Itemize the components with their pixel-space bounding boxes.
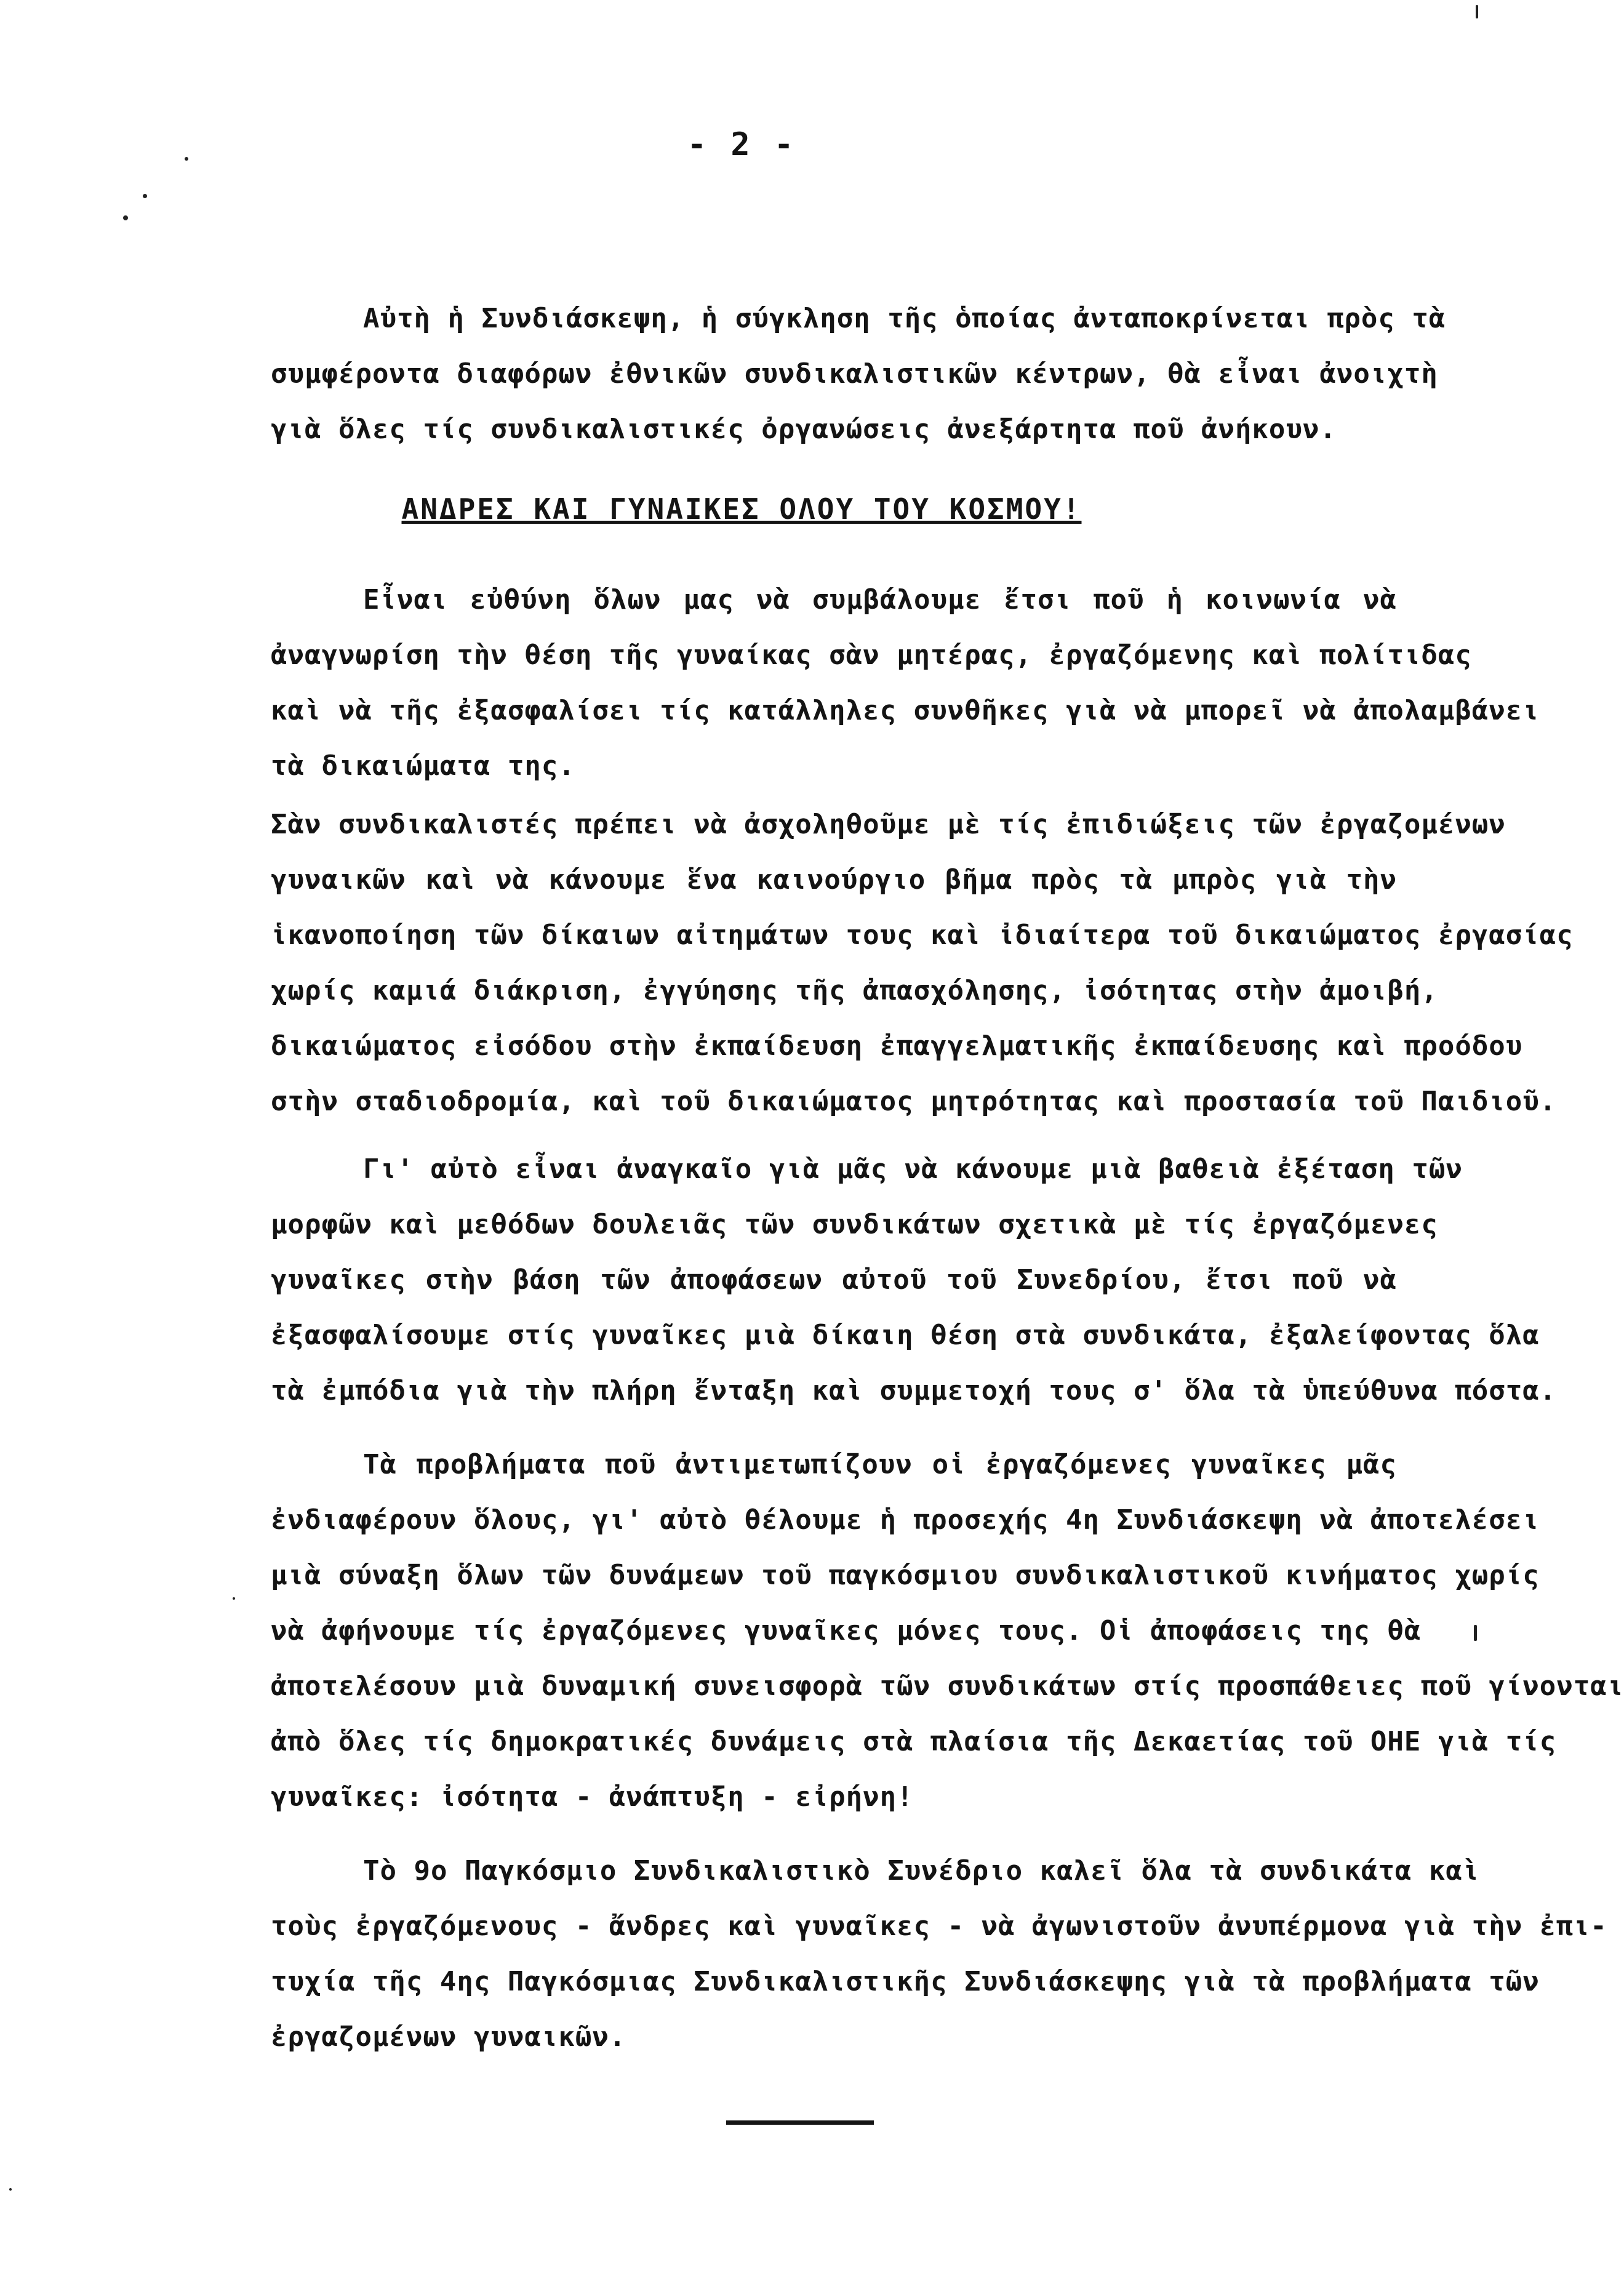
text-line: συμφέροντα διαφόρων ἐθνικῶν συνδικαλιστικῶν κέντρων, θὰ εἶναι ἀνοιχτὴ bbox=[271, 358, 1438, 390]
text-line: ἐργαζομένων γυναικῶν. bbox=[271, 2021, 626, 2053]
text-line: τοὺς ἐργαζόμενους - ἄνδρες καὶ γυναῖκες - νὰ ἀγωνιστοῦν ἀνυπέρμονα γιὰ τὴν ἐπι- bbox=[271, 1911, 1607, 1942]
text-line: ἀπὸ ὅλες τίς δημοκρατικές δυνάμεις στὰ πλαίσια τῆς Δεκαετίας τοῦ ΟΗΕ γιὰ τίς bbox=[271, 1726, 1557, 1757]
scan-speck bbox=[185, 157, 188, 161]
text-line: ἐξασφαλίσουμε στίς γυναῖκες μιὰ δίκαιη θέση στὰ συνδικάτα, ἐξαλείφοντας ὅλα bbox=[271, 1320, 1540, 1351]
text-line: νὰ ἀφήνουμε τίς ἐργαζόμενες γυναῖκες μόνες τους. Οἱ ἀποφάσεις της θὰ bbox=[271, 1615, 1422, 1646]
text-line: Σὰν συνδικαλιστές πρέπει νὰ ἀσχοληθοῦμε μὲ τίς ἐπιδιώξεις τῶν ἐργαζομένων bbox=[271, 809, 1506, 840]
text-line: ἱκανοποίηση τῶν δίκαιων αἰτημάτων τους καὶ ἰδιαίτερα τοῦ δικαιώματος ἐργασίας bbox=[271, 920, 1574, 951]
scan-speck bbox=[233, 1597, 235, 1600]
text-line: μιὰ σύναξη ὅλων τῶν δυνάμεων τοῦ παγκόσμιου συνδικαλιστικοῦ κινήματος χωρίς bbox=[271, 1560, 1540, 1591]
scan-speck bbox=[1476, 5, 1478, 18]
text-line: γυναῖκες στὴν βάση τῶν ἀποφάσεων αὐτοῦ τοῦ Συνεδρίου, ἔτσι ποῦ νὰ bbox=[271, 1264, 1397, 1296]
scan-speck bbox=[143, 194, 147, 198]
text-line: τυχία τῆς 4ης Παγκόσμιας Συνδικαλιστικῆς Συνδιάσκεψης γιὰ τὰ προβλήματα τῶν bbox=[271, 1966, 1540, 1997]
scan-speck bbox=[9, 2188, 12, 2191]
text-line: στὴν σταδιοδρομία, καὶ τοῦ δικαιώματος μητρότητας καὶ προστασία τοῦ Παιδιοῦ. bbox=[271, 1086, 1557, 1117]
text-line: γυναῖκες: ἰσότητα - ἀνάπτυξη - εἰρήνη! bbox=[271, 1781, 914, 1813]
scan-speck bbox=[1474, 1625, 1477, 1641]
text-line: καὶ νὰ τῆς ἐξασφαλίσει τίς κατάλληλες συνθῆκες γιὰ νὰ μπορεῖ νὰ ἀπολαμβάνει bbox=[271, 695, 1540, 726]
page-number: - 2 - bbox=[687, 126, 796, 163]
text-line: δικαιώματος εἰσόδου στὴν ἐκπαίδευση ἐπαγγελματικῆς ἐκπαίδευσης καὶ προόδου bbox=[271, 1030, 1523, 1062]
text-line: μορφῶν καὶ μεθόδων δουλειᾶς τῶν συνδικάτων σχετικὰ μὲ τίς ἐργαζόμενες bbox=[271, 1209, 1438, 1240]
text-line: γιὰ ὅλες τίς συνδικαλιστικές ὀργανώσεις ἀνεξάρτητα ποῦ ἀνήκουν. bbox=[271, 414, 1337, 445]
text-line: ἐνδιαφέρουν ὅλους, γι' αὐτὸ θέλουμε ἡ προσεχής 4η Συνδιάσκεψη νὰ ἀποτελέσει bbox=[271, 1504, 1540, 1536]
closing-rule bbox=[726, 2120, 874, 2125]
text-line: χωρίς καμιά διάκριση, ἐγγύησης τῆς ἀπασχόλησης, ἰσότητας στὴν ἀμοιβή, bbox=[271, 975, 1438, 1006]
section-heading: ΑΝΔΡΕΣ ΚΑΙ ΓΥΝΑΙΚΕΣ ΟΛΟΥ ΤΟΥ ΚΟΣΜΟΥ! bbox=[401, 492, 1082, 526]
text-line: Τὸ 9ο Παγκόσμιο Συνδικαλιστικὸ Συνέδριο καλεῖ ὅλα τὰ συνδικάτα καὶ bbox=[363, 1855, 1480, 1887]
text-line: Τὰ προβλήματα ποῦ ἀντιμετωπίζουν οἱ ἐργαζόμενες γυναῖκες μᾶς bbox=[363, 1449, 1397, 1480]
scan-speck bbox=[123, 215, 128, 220]
text-line: Γι' αὐτὸ εἶναι ἀναγκαῖο γιὰ μᾶς νὰ κάνουμε μιὰ βαθειὰ ἐξέταση τῶν bbox=[363, 1153, 1463, 1185]
text-line: τὰ ἐμπόδια γιὰ τὴν πλήρη ἔνταξη καὶ συμμετοχή τους σ' ὅλα τὰ ὑπεύθυνα πόστα. bbox=[271, 1375, 1557, 1406]
text-line: ἀποτελέσουν μιὰ δυναμική συνεισφορὰ τῶν συνδικάτων στίς προσπάθειες ποῦ γίνονται bbox=[271, 1670, 1624, 1702]
text-line: Αὐτὴ ἡ Συνδιάσκεψη, ἡ σύγκληση τῆς ὁποίας ἀνταποκρίνεται πρὸς τὰ bbox=[363, 303, 1446, 334]
text-line: Εἶναι εὐθύνη ὅλων μας νὰ συμβάλουμε ἔτσι ποῦ ἡ κοινωνία νὰ bbox=[363, 584, 1397, 616]
text-line: ἀναγνωρίση τὴν θέση τῆς γυναίκας σὰν μητέρας, ἐργαζόμενης καὶ πολίτιδας bbox=[271, 640, 1472, 671]
text-line: γυναικῶν καὶ νὰ κάνουμε ἕνα καινούργιο βῆμα πρὸς τὰ μπρὸς γιὰ τὴν bbox=[271, 864, 1397, 896]
text-line: τὰ δικαιώματα της. bbox=[271, 750, 575, 782]
